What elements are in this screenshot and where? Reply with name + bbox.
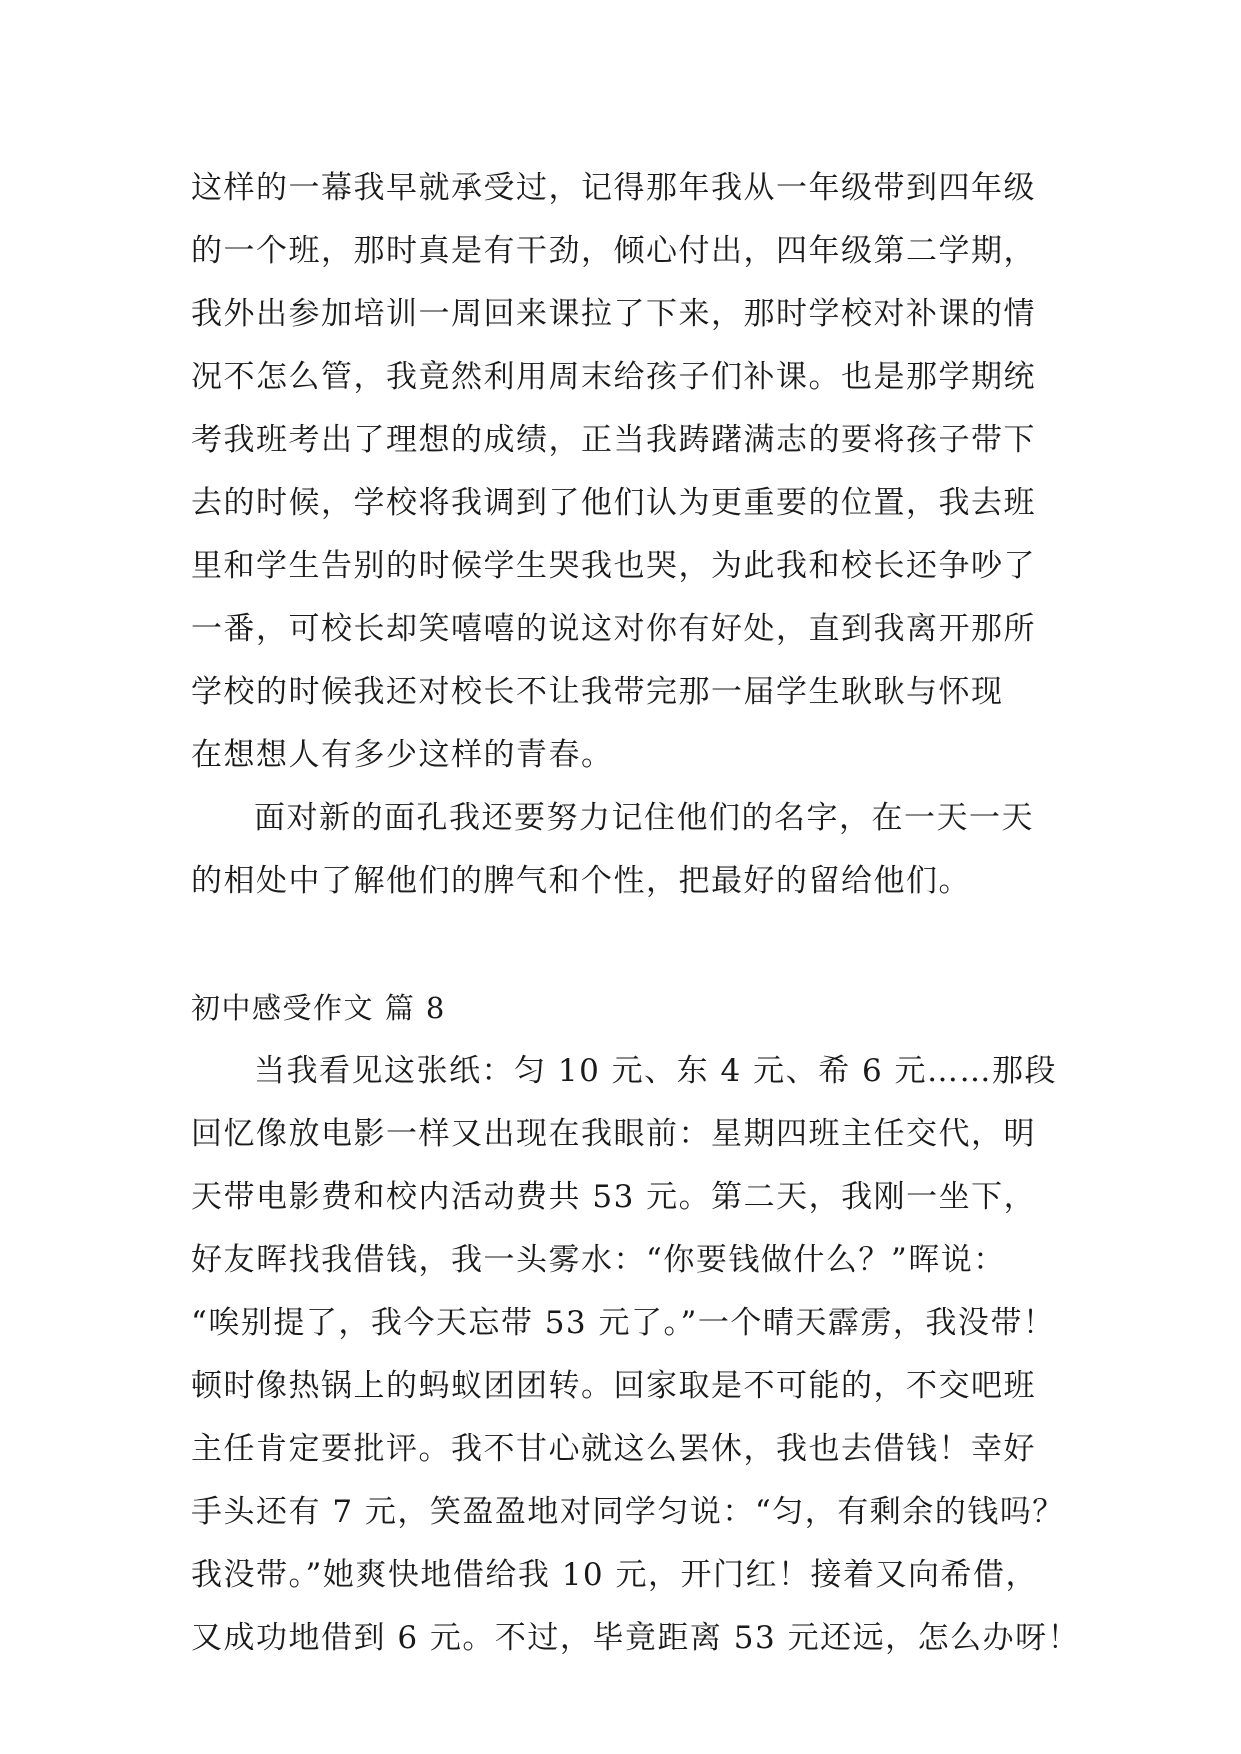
section-spacer: [191, 913, 1051, 977]
text-line: 我没带。”她爽快地借给我 10 元，开门红！接着又向希借，: [191, 1557, 1038, 1593]
text-line: 的一个班，那时真是有干劲，倾心付出，四年级第二学期，: [191, 233, 1036, 269]
text-line: 考我班考出了理想的成绩，正当我踌躇满志的要将孩子带下: [191, 422, 1036, 458]
section-title: 初中感受作文 篇 8: [191, 991, 446, 1025]
text-line: 回忆像放电影一样又出现在我眼前：星期四班主任交代，明: [191, 1116, 1036, 1152]
text-line: 里和学生告别的时候学生哭我也哭，为此我和校长还争吵了: [191, 548, 1036, 584]
text-line: “唉别提了，我今天忘带 53 元了。”一个晴天霹雳，我没带！: [191, 1305, 1056, 1341]
text-line: 在想想人有多少这样的青春。: [191, 737, 614, 773]
text-line: 手头还有 7 元，笑盈盈地对同学匀说：“匀，有剩余的钱吗？: [191, 1494, 1065, 1530]
text-line: 去的时候，学校将我调到了他们认为更重要的位置，我去班: [191, 485, 1036, 521]
document-body: [191, 157, 1081, 1670]
text-line: 好友晖找我借钱，我一头雾水：“你要钱做什么？”晖说：: [191, 1242, 1006, 1278]
text-line: 又成功地借到 6 元。不过，毕竟距离 53 元还远，怎么办呀！: [191, 1620, 1081, 1656]
text-line: 当我看见这张纸：匀 10 元、东 4 元、希 6 元……那段: [254, 1053, 1058, 1089]
text-line: 一番，可校长却笑嘻嘻的说这对你有好处，直到我离开那所: [191, 611, 1036, 647]
text-line: 况不怎么管，我竟然利用周末给孩子们补课。也是那学期统: [191, 359, 1036, 395]
paragraph-2: [191, 787, 1051, 913]
text-line: 面对新的面孔我还要努力记住他们的名字，在一天一天: [254, 800, 1034, 836]
text-line: 的相处中了解他们的脾气和个性，把最好的留给他们。: [191, 863, 971, 899]
text-line: 我外出参加培训一周回来课拉了下来，那时学校对补课的情: [191, 296, 1036, 332]
text-line: 学校的时候我还对校长不让我带完那一届学生耿耿与怀现: [191, 674, 1004, 710]
text-line: 主任肯定要批评。我不甘心就这么罢休，我也去借钱！幸好: [191, 1431, 1036, 1467]
text-line: 天带电影费和校内活动费共 53 元。第二天，我刚一坐下，: [191, 1179, 1037, 1215]
paragraph-3: [191, 1040, 1081, 1670]
text-line: 这样的一幕我早就承受过，记得那年我从一年级带到四年级: [191, 170, 1036, 206]
paragraph-1: [191, 157, 1051, 787]
text-line: 顿时像热锅上的蚂蚁团团转。回家取是不可能的，不交吧班: [191, 1368, 1036, 1404]
